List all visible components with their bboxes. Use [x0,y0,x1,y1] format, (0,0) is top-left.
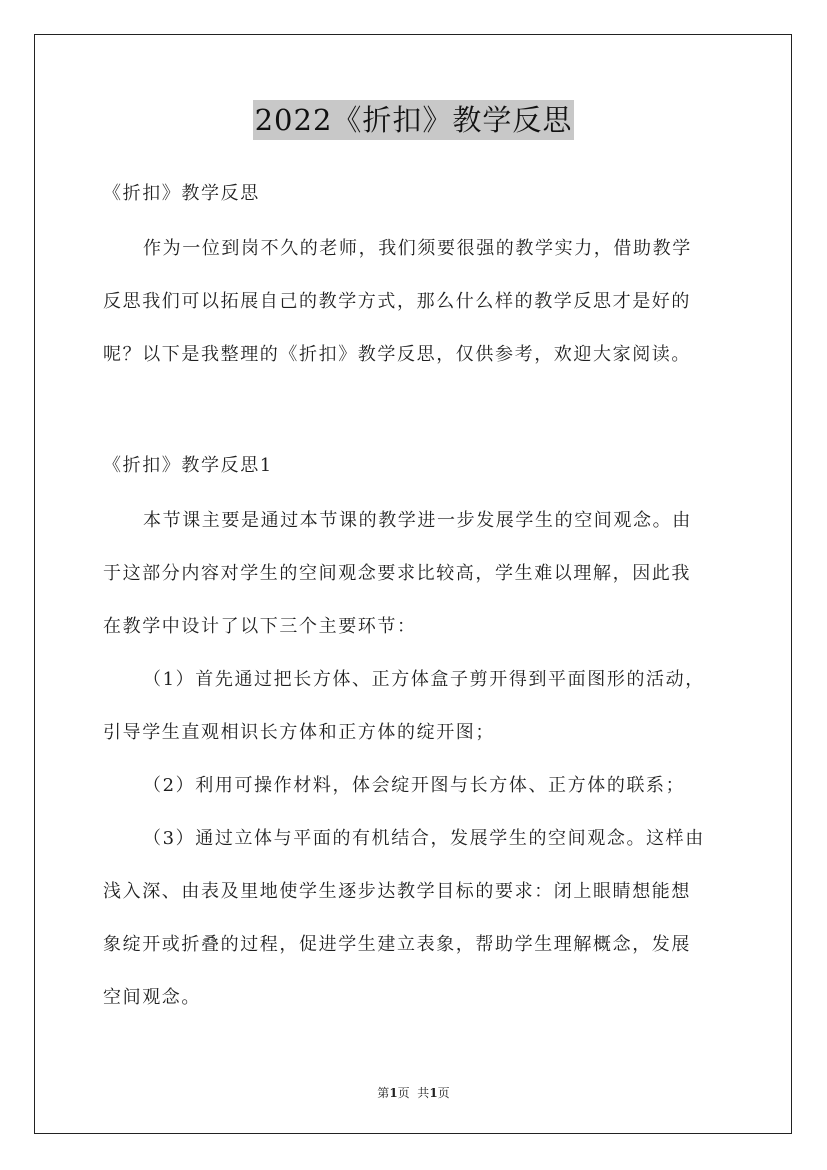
footer-suffix: 页 [437,1086,450,1100]
section1-line-8: 浅入深、由表及里地使学生逐步达教学目标的要求：闭上眼睛想能想 [103,881,691,902]
footer-page-number: 1 [389,1086,398,1100]
section1-heading: 《折扣》教学反思1 [103,455,273,476]
footer-prefix: 第 [377,1086,390,1100]
section1-line-5: 引导学生直观相识长方体和正方体的绽开图； [103,722,495,743]
intro-line-3: 呢？以下是我整理的《折扣》教学反思，仅供参考，欢迎大家阅读。 [103,344,691,365]
intro-line-2: 反思我们可以拓展自己的教学方式，那么什么样的教学反思才是好的 [103,291,691,312]
intro-heading: 《折扣》教学反思 [103,183,260,204]
document-title: 2022《折扣》教学反思 [253,100,575,140]
section1-line-3: 在教学中设计了以下三个主要环节： [103,616,417,637]
title-container [0,100,827,140]
section1-line-1: 本节课主要是通过本节课的教学进一步发展学生的空间观念。由 [143,510,692,531]
intro-line-1: 作为一位到岗不久的老师，我们须要很强的教学实力，借助教学 [143,238,692,259]
footer-mid: 页 共 [397,1086,430,1100]
page-footer [0,1084,827,1101]
section1-line-6: （2）利用可操作材料，体会绽开图与长方体、正方体的联系； [143,775,686,796]
footer-total-pages: 1 [429,1086,438,1100]
section1-line-2: 于这部分内容对学生的空间观念要求比较高，学生难以理解，因此我 [103,563,691,584]
section1-line-10: 空间观念。 [103,987,201,1008]
section1-line-4: （1）首先通过把长方体、正方体盒子剪开得到平面图形的活动， [143,669,705,690]
section1-line-9: 象绽开或折叠的过程，促进学生建立表象，帮助学生理解概念，发展 [103,934,691,955]
section1-line-7: （3）通过立体与平面的有机结合，发展学生的空间观念。这样由 [143,828,705,849]
